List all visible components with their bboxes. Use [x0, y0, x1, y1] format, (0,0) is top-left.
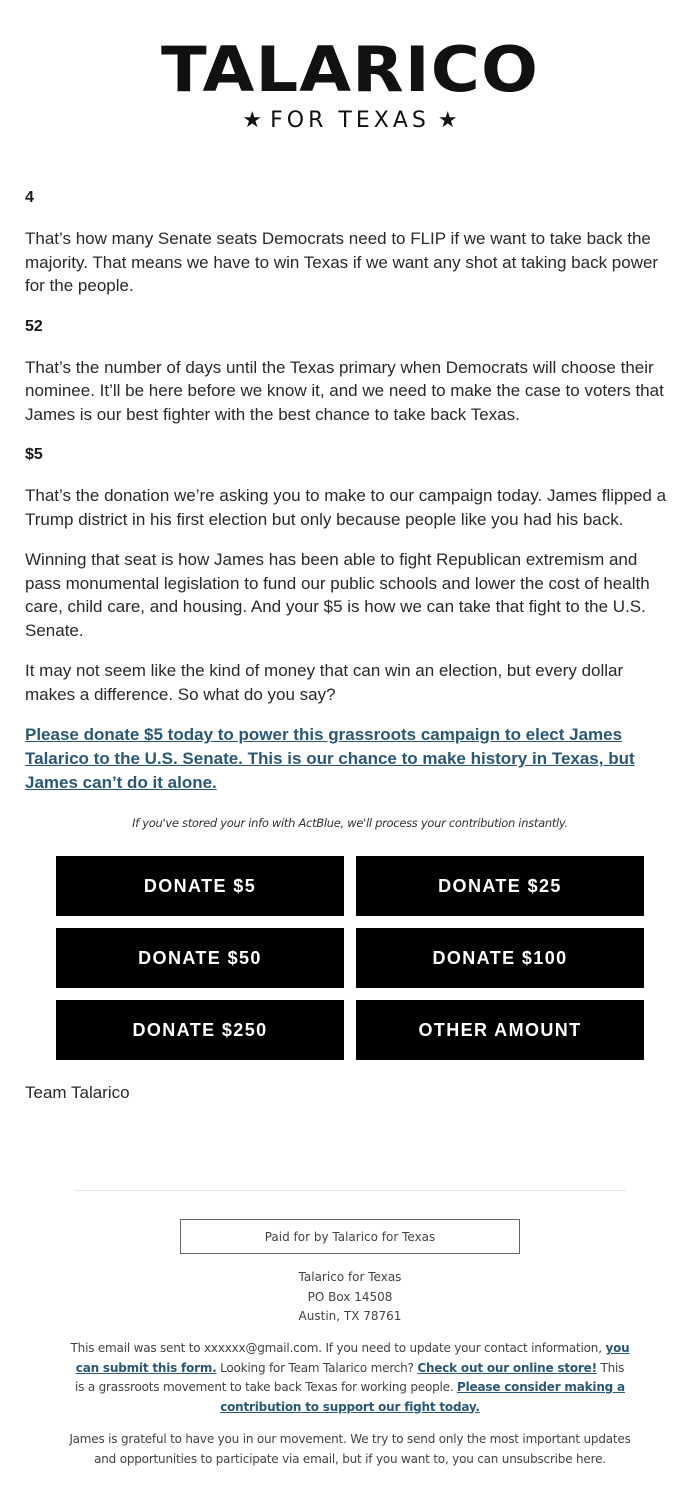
- star-icon: ★: [437, 108, 458, 133]
- stat-number: 52: [25, 317, 43, 335]
- unsubscribe-text: James is grateful to have you in our movement. We try to send only the most important updates and opportunities to participate via email, but if you want to, you can unsubscribe here.: [69, 1432, 631, 1466]
- online-store-link[interactable]: Check out our online store!: [417, 1360, 597, 1375]
- mailing-address: [0, 1268, 700, 1327]
- contribution-link[interactable]: Please consider making a contribution to support our fight today.: [220, 1380, 625, 1414]
- actblue-note: If you've stored your info with ActBlue, we'll process your contribution instantly.: [132, 816, 568, 830]
- logo-title: TALARICO: [161, 33, 539, 106]
- body-paragraph: Winning that seat is how James has been able to fight Republican extremism and pass monumental legislation to fund our public schools and lower the cost of health care, child care, and housing. And your $5 is how we can take that fight to the U.S. Senate.: [25, 550, 650, 640]
- body-paragraph: It may not seem like the kind of money that can win an election, but every dollar makes a difference. So what do you say?: [25, 661, 624, 704]
- logo-subtitle: [0, 108, 700, 134]
- other-amount-button[interactable]: OTHER AMOUNT: [356, 1000, 644, 1060]
- stat-paragraph: That’s how many Senate seats Democrats need to FLIP if we want to take back the majority. That means we have to win Texas if we want any shot at taking back power for the people.: [25, 229, 659, 295]
- stat-number: 4: [25, 189, 34, 206]
- address-line: Talarico for Texas: [298, 1270, 402, 1284]
- star-icon: ★: [242, 108, 263, 133]
- address-line: Austin, TX 78761: [298, 1309, 402, 1323]
- donate-cta-link[interactable]: Please donate $5 today to power this grassroots campaign to elect James Talarico to the U.S. Senate. This is our chance to make history in Texas, but James can’t do it alone.: [25, 725, 635, 792]
- donate-250-button[interactable]: DONATE $250: [56, 1000, 344, 1060]
- donate-100-button[interactable]: DONATE $100: [356, 928, 644, 988]
- signature: Team Talarico: [25, 1083, 130, 1102]
- paid-for-disclaimer: Paid for by Talarico for Texas: [180, 1219, 520, 1254]
- campaign-logo: [0, 33, 700, 134]
- legal-text-part: This email was sent to xxxxxx@gmail.com. If you need to update your contact information,: [70, 1341, 606, 1355]
- legal-text: [70, 1339, 630, 1417]
- donate-5-button[interactable]: DONATE $5: [56, 856, 344, 916]
- stat-number: $5: [25, 446, 43, 463]
- footer-divider: [74, 1190, 626, 1191]
- address-line: PO Box 14508: [307, 1289, 393, 1304]
- stat-paragraph: That’s the donation we’re asking you to make to our campaign today. James flipped a Trump district in his first election but only because people like you had his back.: [25, 486, 667, 529]
- logo-subtitle-text: FOR TEXAS: [270, 108, 430, 133]
- update-contact-link[interactable]: you can submit this form.: [75, 1341, 630, 1375]
- email-body: [25, 186, 675, 795]
- donate-25-button[interactable]: DONATE $25: [356, 856, 644, 916]
- legal-text-part: This is a grassroots movement to take back Texas for working people.: [75, 1360, 625, 1394]
- stat-paragraph: That’s the number of days until the Texas primary when Democrats will choose their nominee. It’ll be here before we know it, and we need to make the case to voters that James is our best fighter with the best chance to take back Texas.: [25, 357, 664, 424]
- donate-50-button[interactable]: DONATE $50: [56, 928, 344, 988]
- legal-text-part: Looking for Team Talarico merch?: [216, 1360, 418, 1375]
